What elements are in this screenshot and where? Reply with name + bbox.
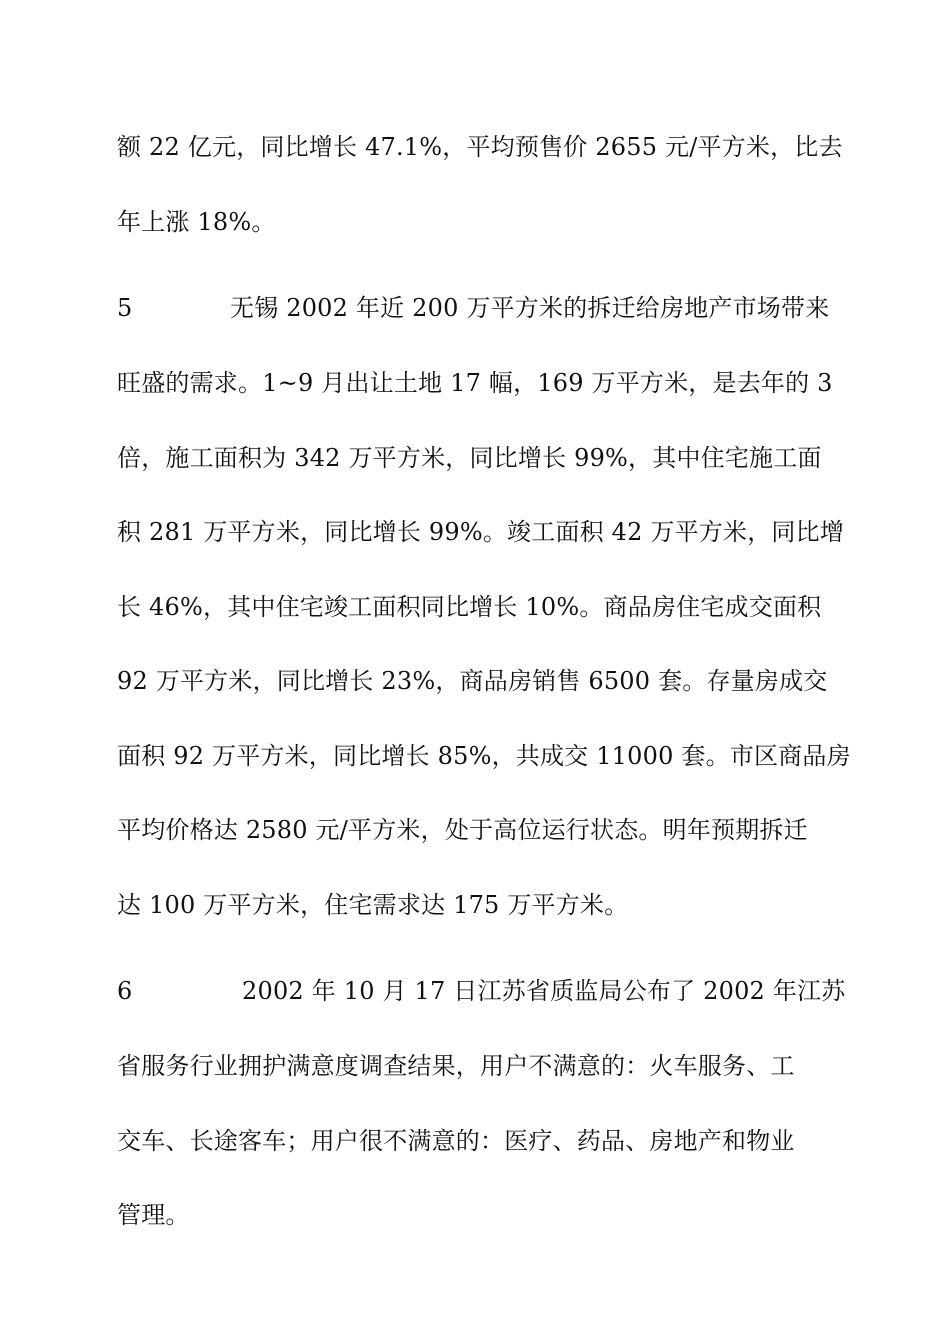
- paragraph-line: 额 22 亿元，同比增长 47.1%，平均预售价 2655 元/平方米，比去: [117, 133, 843, 161]
- item-number: 5: [117, 294, 133, 322]
- paragraph-line: 无锡 2002 年近 200 万平方米的拆迁给房地产市场带来: [230, 294, 830, 322]
- item-number: 6: [117, 977, 133, 1005]
- paragraph-line: 年上涨 18%。: [117, 208, 276, 236]
- paragraph-line: 92 万平方米，同比增长 23%，商品房销售 6500 套。存量房成交: [117, 667, 828, 695]
- paragraph-line: 倍，施工面积为 342 万平方米，同比增长 99%，其中住宅施工面: [117, 444, 822, 472]
- paragraph-line: 达 100 万平方米，住宅需求达 175 万平方米。: [117, 891, 629, 919]
- paragraph-line: 旺盛的需求。1~9 月出让土地 17 幅，169 万平方米，是去年的 3: [117, 369, 833, 397]
- paragraph-line: 平均价格达 2580 元/平方米，处于高位运行状态。明年预期拆迁: [117, 816, 808, 844]
- paragraph-line: 交车、长途客车；用户很不满意的：医疗、药品、房地产和物业: [117, 1127, 795, 1155]
- paragraph-line: 省服务行业拥护满意度调查结果，用户不满意的：火车服务、工: [117, 1052, 795, 1080]
- paragraph-line: 2002 年 10 月 17 日江苏省质监局公布了 2002 年江苏: [242, 977, 846, 1005]
- paragraph-line: 管理。: [117, 1201, 190, 1229]
- paragraph-line: 长 46%，其中住宅竣工面积同比增长 10%。商品房住宅成交面积: [117, 593, 822, 621]
- paragraph-line: 面积 92 万平方米，同比增长 85%，共成交 11000 套。市区商品房: [117, 742, 851, 770]
- paragraph-line: 积 281 万平方米，同比增长 99%。竣工面积 42 万平方米，同比增: [117, 518, 845, 546]
